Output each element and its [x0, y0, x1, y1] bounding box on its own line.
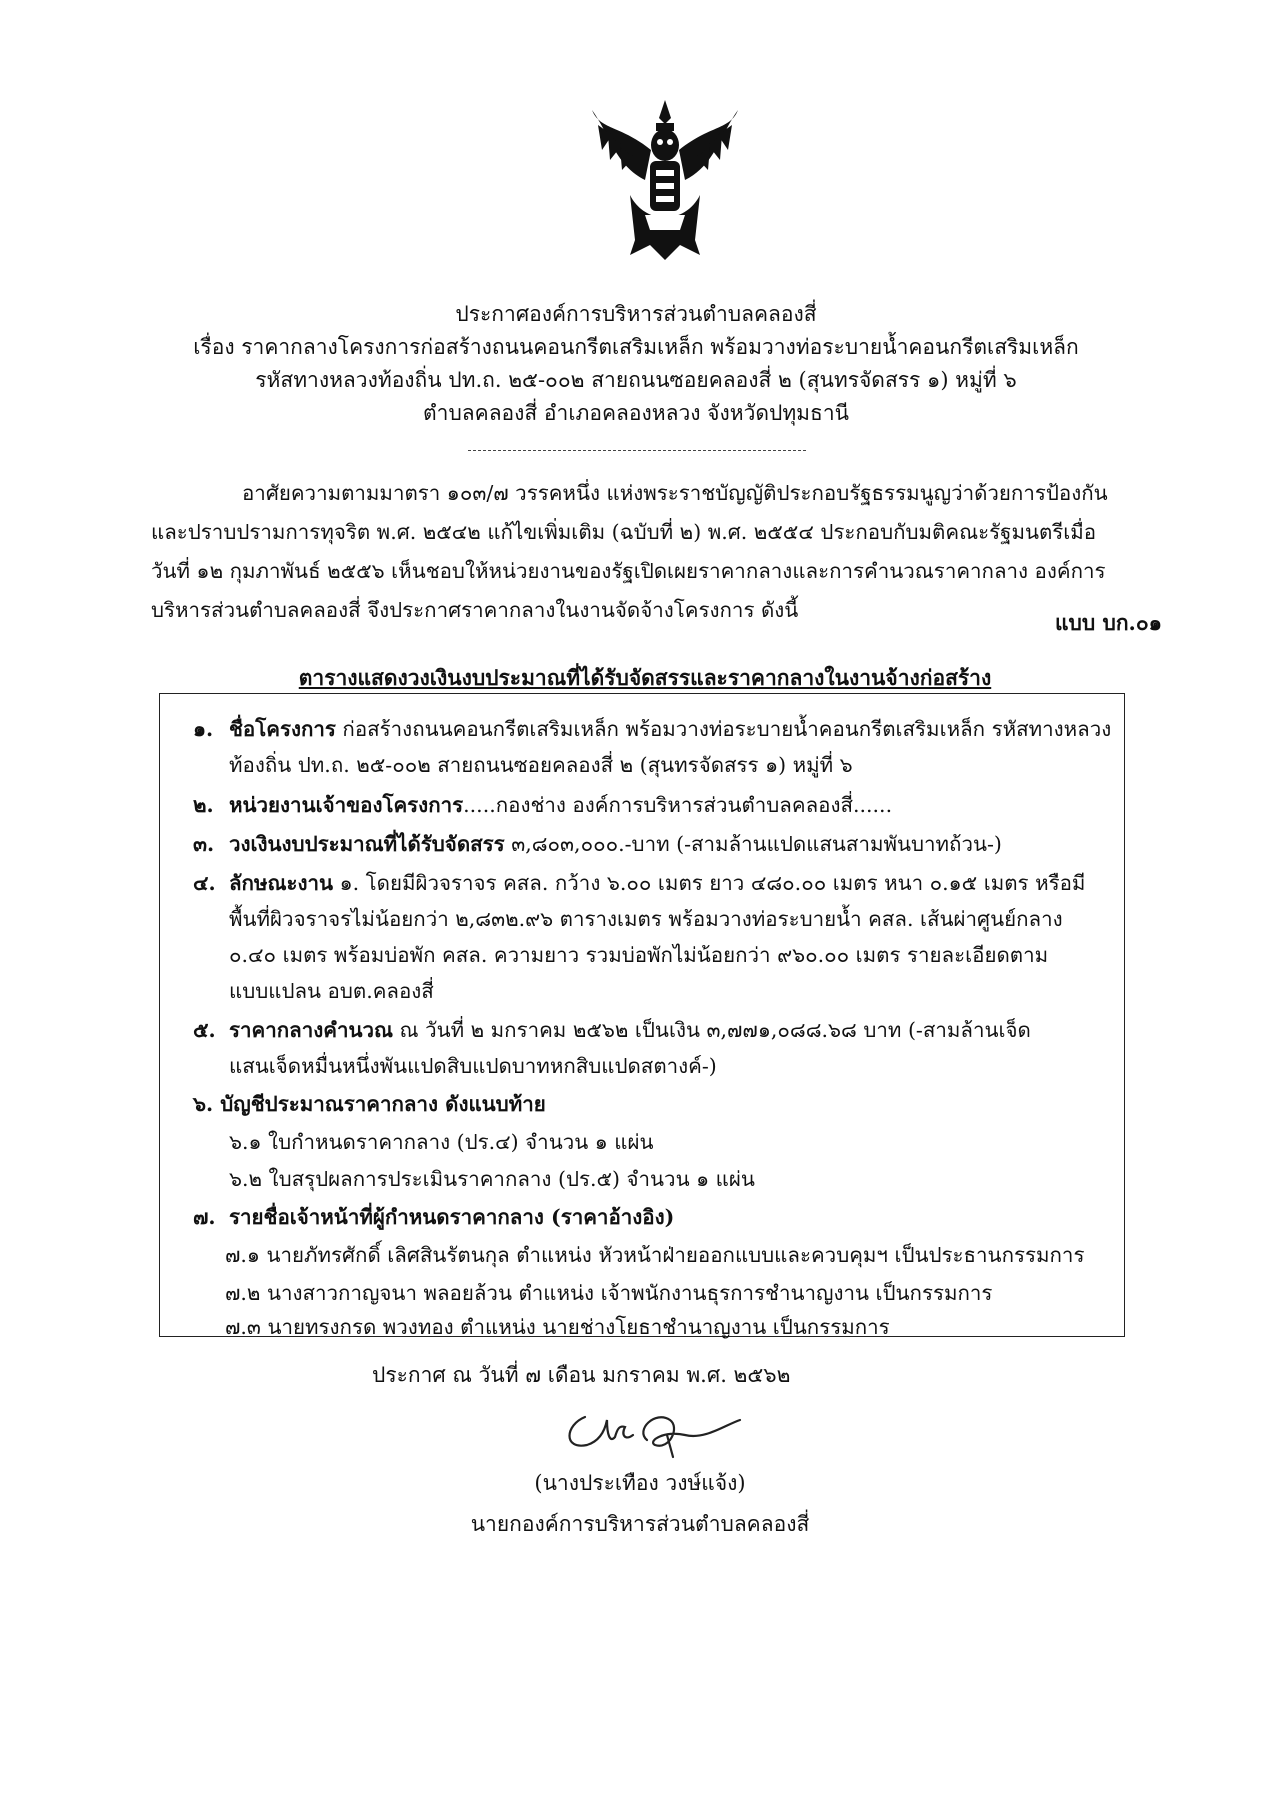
item-3: ๓. วงเงินงบประมาณที่ได้รับจัดสรร ๓,๘๐๓,๐๐๐.-บาท (-สามล้านแปดแสนสามพันบาทถ้วน-)	[193, 832, 1002, 856]
item-6: ๖. บัญชีประมาณราคากลาง ดังแนบท้าย	[193, 1092, 546, 1116]
handwritten-signature	[555, 1395, 785, 1465]
item-6-2: ๖.๒ ใบสรุปผลการประเมินราคากลาง (ปร.๕) จำนวน ๑ แผ่น	[229, 1167, 755, 1191]
intro-line-4: บริหารส่วนตำบลคลองสี่ จึงประกาศราคากลางในงานจัดจ้างโครงการ ดังนี้	[151, 598, 799, 622]
item-2: ๒. หน่วยงานเจ้าของโครงการ.....กองช่าง องค์การบริหารส่วนตำบลคลองสี่......	[193, 793, 893, 817]
item-7-2: ๗.๒ นางสาวกาญจนา พลอยล้วน ตำแหน่ง เจ้าพนักงานธุรการชำนาญงาน เป็นกรรมการ	[225, 1281, 993, 1305]
table-title: ตารางแสดงวงเงินงบประมาณที่ได้รับจัดสรรและราคากลางในงานจ้างก่อสร้าง	[298, 665, 992, 690]
item-7: ๗. รายชื่อเจ้าหน้าที่ผู้กำหนดราคากลาง (ราคาอ้างอิง)	[193, 1205, 675, 1229]
item-7-1: ๗.๑ นายภัทรศักดิ์ เลิศสินรัตนกุล ตำแหน่ง หัวหน้าฝ่ายออกแบบและควบคุมฯ เป็นประธานกรรมการ	[225, 1243, 1085, 1267]
item-5-cont: แสนเจ็ดหมื่นหนึ่งพันแปดสิบแปดบาทหกสิบแปดสตางค์-)	[229, 1054, 717, 1078]
item-4: ๔. ลักษณะงาน ๑. โดยมีผิวจราจร คสล. กว้าง ๖.๐๐ เมตร ยาว ๔๘๐.๐๐ เมตร หนา ๐.๑๕ เมตร หรือมี	[193, 871, 1086, 895]
announcement-date: ประกาศ ณ วันที่ ๗ เดือน มกราคม พ.ศ. ๒๕๖๒	[372, 1363, 791, 1387]
announcement-title: ประกาศองค์การบริหารส่วนตำบลคลองสี่	[455, 302, 817, 326]
item-7-3: ๗.๓ นายทรงกรด พวงทอง ตำแหน่ง นายช่างโยธาชำนาญงาน เป็นกรรมการ	[225, 1315, 890, 1339]
item-1: ๑. ชื่อโครงการ ก่อสร้างถนนคอนกรีตเสริมเหล็ก พร้อมวางท่อระบายน้ำคอนกรีตเสริมเหล็ก รหัสทางหลวง	[193, 717, 1112, 741]
subject-line-3: ตำบลคลองสี่ อำเภอคลองหลวง จังหวัดปทุมธานี	[423, 401, 849, 425]
garuda-emblem	[590, 95, 740, 270]
intro-paragraph	[151, 474, 1158, 630]
subject-line-1: เรื่อง ราคากลางโครงการก่อสร้างถนนคอนกรีตเสริมเหล็ก พร้อมวางท่อระบายน้ำคอนกรีตเสริมเหล็ก	[193, 335, 1079, 359]
item-4-cont-2: ๐.๔๐ เมตร พร้อมบ่อพัก คสล. ความยาว รวมบ่อพักไม่น้อยกว่า ๙๖๐.๐๐ เมตร รายละเอียดตาม	[229, 943, 1049, 967]
item-4-cont-3: แบบแปลน อบต.คลองสี่	[229, 979, 434, 1003]
subject-line-2: รหัสทางหลวงท้องถิ่น ปท.ถ. ๒๕-๐๐๒ สายถนนซอยคลองสี่ ๒ (สุนทรจัดสรร ๑) หมู่ที่ ๖	[255, 368, 1017, 392]
budget-table-box	[159, 693, 1125, 1337]
intro-line-2: และปราบปรามการทุจริต พ.ศ. ๒๕๔๒ แก้ไขเพิ่มเติม (ฉบับที่ ๒) พ.ศ. ๒๕๕๔ ประกอบกับมติคณะรัฐมนตรีเมื่อ	[151, 520, 1097, 544]
signer-title: นายกองค์การบริหารส่วนตำบลคลองสี่	[470, 1512, 810, 1536]
header-divider	[468, 450, 806, 451]
signer-name: (นางประเทือง วงษ์แจ้ง)	[534, 1471, 746, 1495]
item-5: ๕. ราคากลางคำนวณ ณ วันที่ ๒ มกราคม ๒๕๖๒ เป็นเงิน ๓,๗๗๑,๐๘๘.๖๘ บาท (-สามล้านเจ็ด	[193, 1018, 1031, 1042]
intro-line-1: อาศัยความตามมาตรา ๑๐๓/๗ วรรคหนึ่ง แห่งพระราชบัญญัติประกอบรัฐธรรมนูญว่าด้วยการป้องกัน	[242, 481, 1108, 505]
item-4-cont-1: พื้นที่ผิวจราจรไม่น้อยกว่า ๒,๘๓๒.๙๖ ตารางเมตร พร้อมวางท่อระบายน้ำ คสล. เส้นผ่าศูนย์กลาง	[229, 907, 1063, 931]
intro-line-3: วันที่ ๑๒ กุมภาพันธ์ ๒๕๕๖ เห็นชอบให้หน่วยงานของรัฐเปิดเผยราคากลางและการคำนวณราคากลาง องค์การ	[151, 559, 1106, 583]
item-1-cont: ท้องถิ่น ปท.ถ. ๒๕-๐๐๒ สายถนนซอยคลองสี่ ๒ (สุนทรจัดสรร ๑) หมู่ที่ ๖	[229, 753, 853, 777]
form-code: แบบ บก.๐๑	[1054, 610, 1162, 635]
item-6-1: ๖.๑ ใบกำหนดราคากลาง (ปร.๔) จำนวน ๑ แผ่น	[229, 1130, 654, 1154]
